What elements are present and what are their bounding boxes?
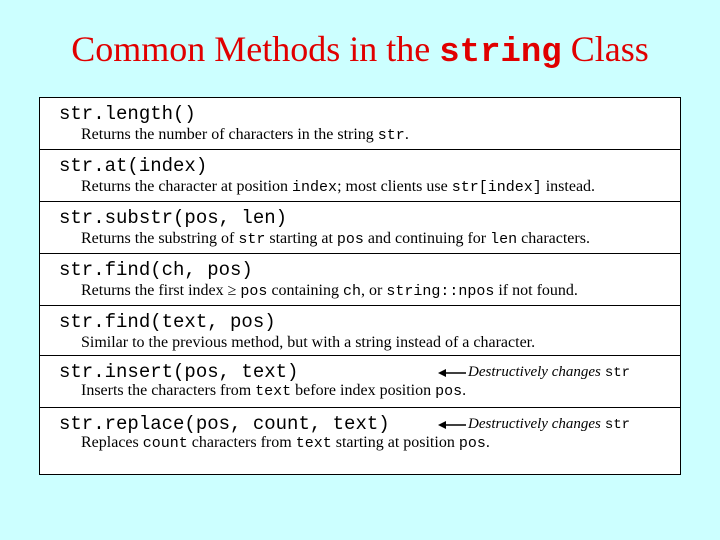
code-fragment: pos (435, 383, 463, 400)
note-text: Destructively changes (468, 416, 601, 432)
methods-table (39, 97, 681, 475)
code-fragment: str (238, 231, 266, 248)
method-row (40, 408, 680, 474)
description-text: Returns the substring of (81, 230, 239, 247)
code-fragment: index (292, 179, 338, 196)
code-fragment: str[index] (451, 179, 542, 196)
description-text: . (404, 126, 409, 143)
method-signature: str.find(ch, pos) (59, 259, 253, 281)
description-text: Replaces (81, 434, 143, 451)
description-text: characters. (517, 230, 590, 247)
code-fragment: pos (336, 231, 364, 248)
note-code: str (604, 364, 631, 381)
title-text-after: Class (561, 29, 649, 69)
description-text: Returns the first index ≥ (81, 282, 241, 299)
description-text: , or (361, 282, 387, 299)
code-fragment: text (295, 435, 332, 452)
method-description (81, 334, 535, 352)
method-row (40, 254, 680, 306)
code-fragment: pos (458, 435, 486, 452)
left-arrow-icon (438, 368, 466, 378)
description-text: Returns the character at position (81, 178, 293, 195)
method-signature: str.replace(pos, count, text) (59, 413, 390, 435)
description-text: instead. (541, 178, 596, 195)
code-fragment: str (377, 127, 405, 144)
description-text: containing (267, 282, 343, 299)
method-signature: str.length() (59, 103, 196, 125)
method-description (81, 230, 590, 248)
description-text: if not found. (494, 282, 578, 299)
note-code: str (604, 416, 631, 433)
code-fragment: string::npos (386, 283, 495, 300)
method-description (81, 434, 490, 452)
method-signature: str.insert(pos, text) (59, 361, 299, 383)
code-fragment: len (490, 231, 518, 248)
destructive-note (438, 416, 630, 433)
description-text: characters from (187, 434, 296, 451)
method-description (81, 282, 578, 300)
code-fragment: pos (240, 283, 268, 300)
method-signature: str.at(index) (59, 155, 208, 177)
title-code: string (439, 34, 562, 72)
code-fragment: text (255, 383, 292, 400)
description-text: . (462, 382, 467, 399)
method-row (40, 202, 680, 254)
description-text: Inserts the characters from (81, 382, 256, 399)
method-description (81, 382, 466, 400)
description-text: Returns the number of characters in the string (81, 126, 378, 143)
method-description (81, 178, 595, 196)
description-text: ; most clients use (337, 178, 452, 195)
method-row (40, 356, 680, 408)
description-text: and continuing for (363, 230, 491, 247)
method-description (81, 126, 409, 144)
description-text: starting at position (331, 434, 459, 451)
note-text: Destructively changes (468, 364, 601, 380)
method-row (40, 98, 680, 150)
method-signature: str.find(text, pos) (59, 311, 276, 333)
method-row (40, 306, 680, 356)
title-text-before: Common Methods in the (71, 29, 440, 69)
code-fragment: ch (342, 283, 361, 300)
method-signature: str.substr(pos, len) (59, 207, 288, 229)
description-text: . (485, 434, 490, 451)
method-row (40, 150, 680, 202)
code-fragment: count (142, 435, 188, 452)
destructive-note (438, 364, 630, 381)
description-text: Similar to the previous method, but with a string instead of a character. (81, 334, 536, 351)
description-text: before index position (291, 382, 436, 399)
slide-title (0, 28, 720, 72)
description-text: starting at (265, 230, 337, 247)
left-arrow-icon (438, 420, 466, 430)
